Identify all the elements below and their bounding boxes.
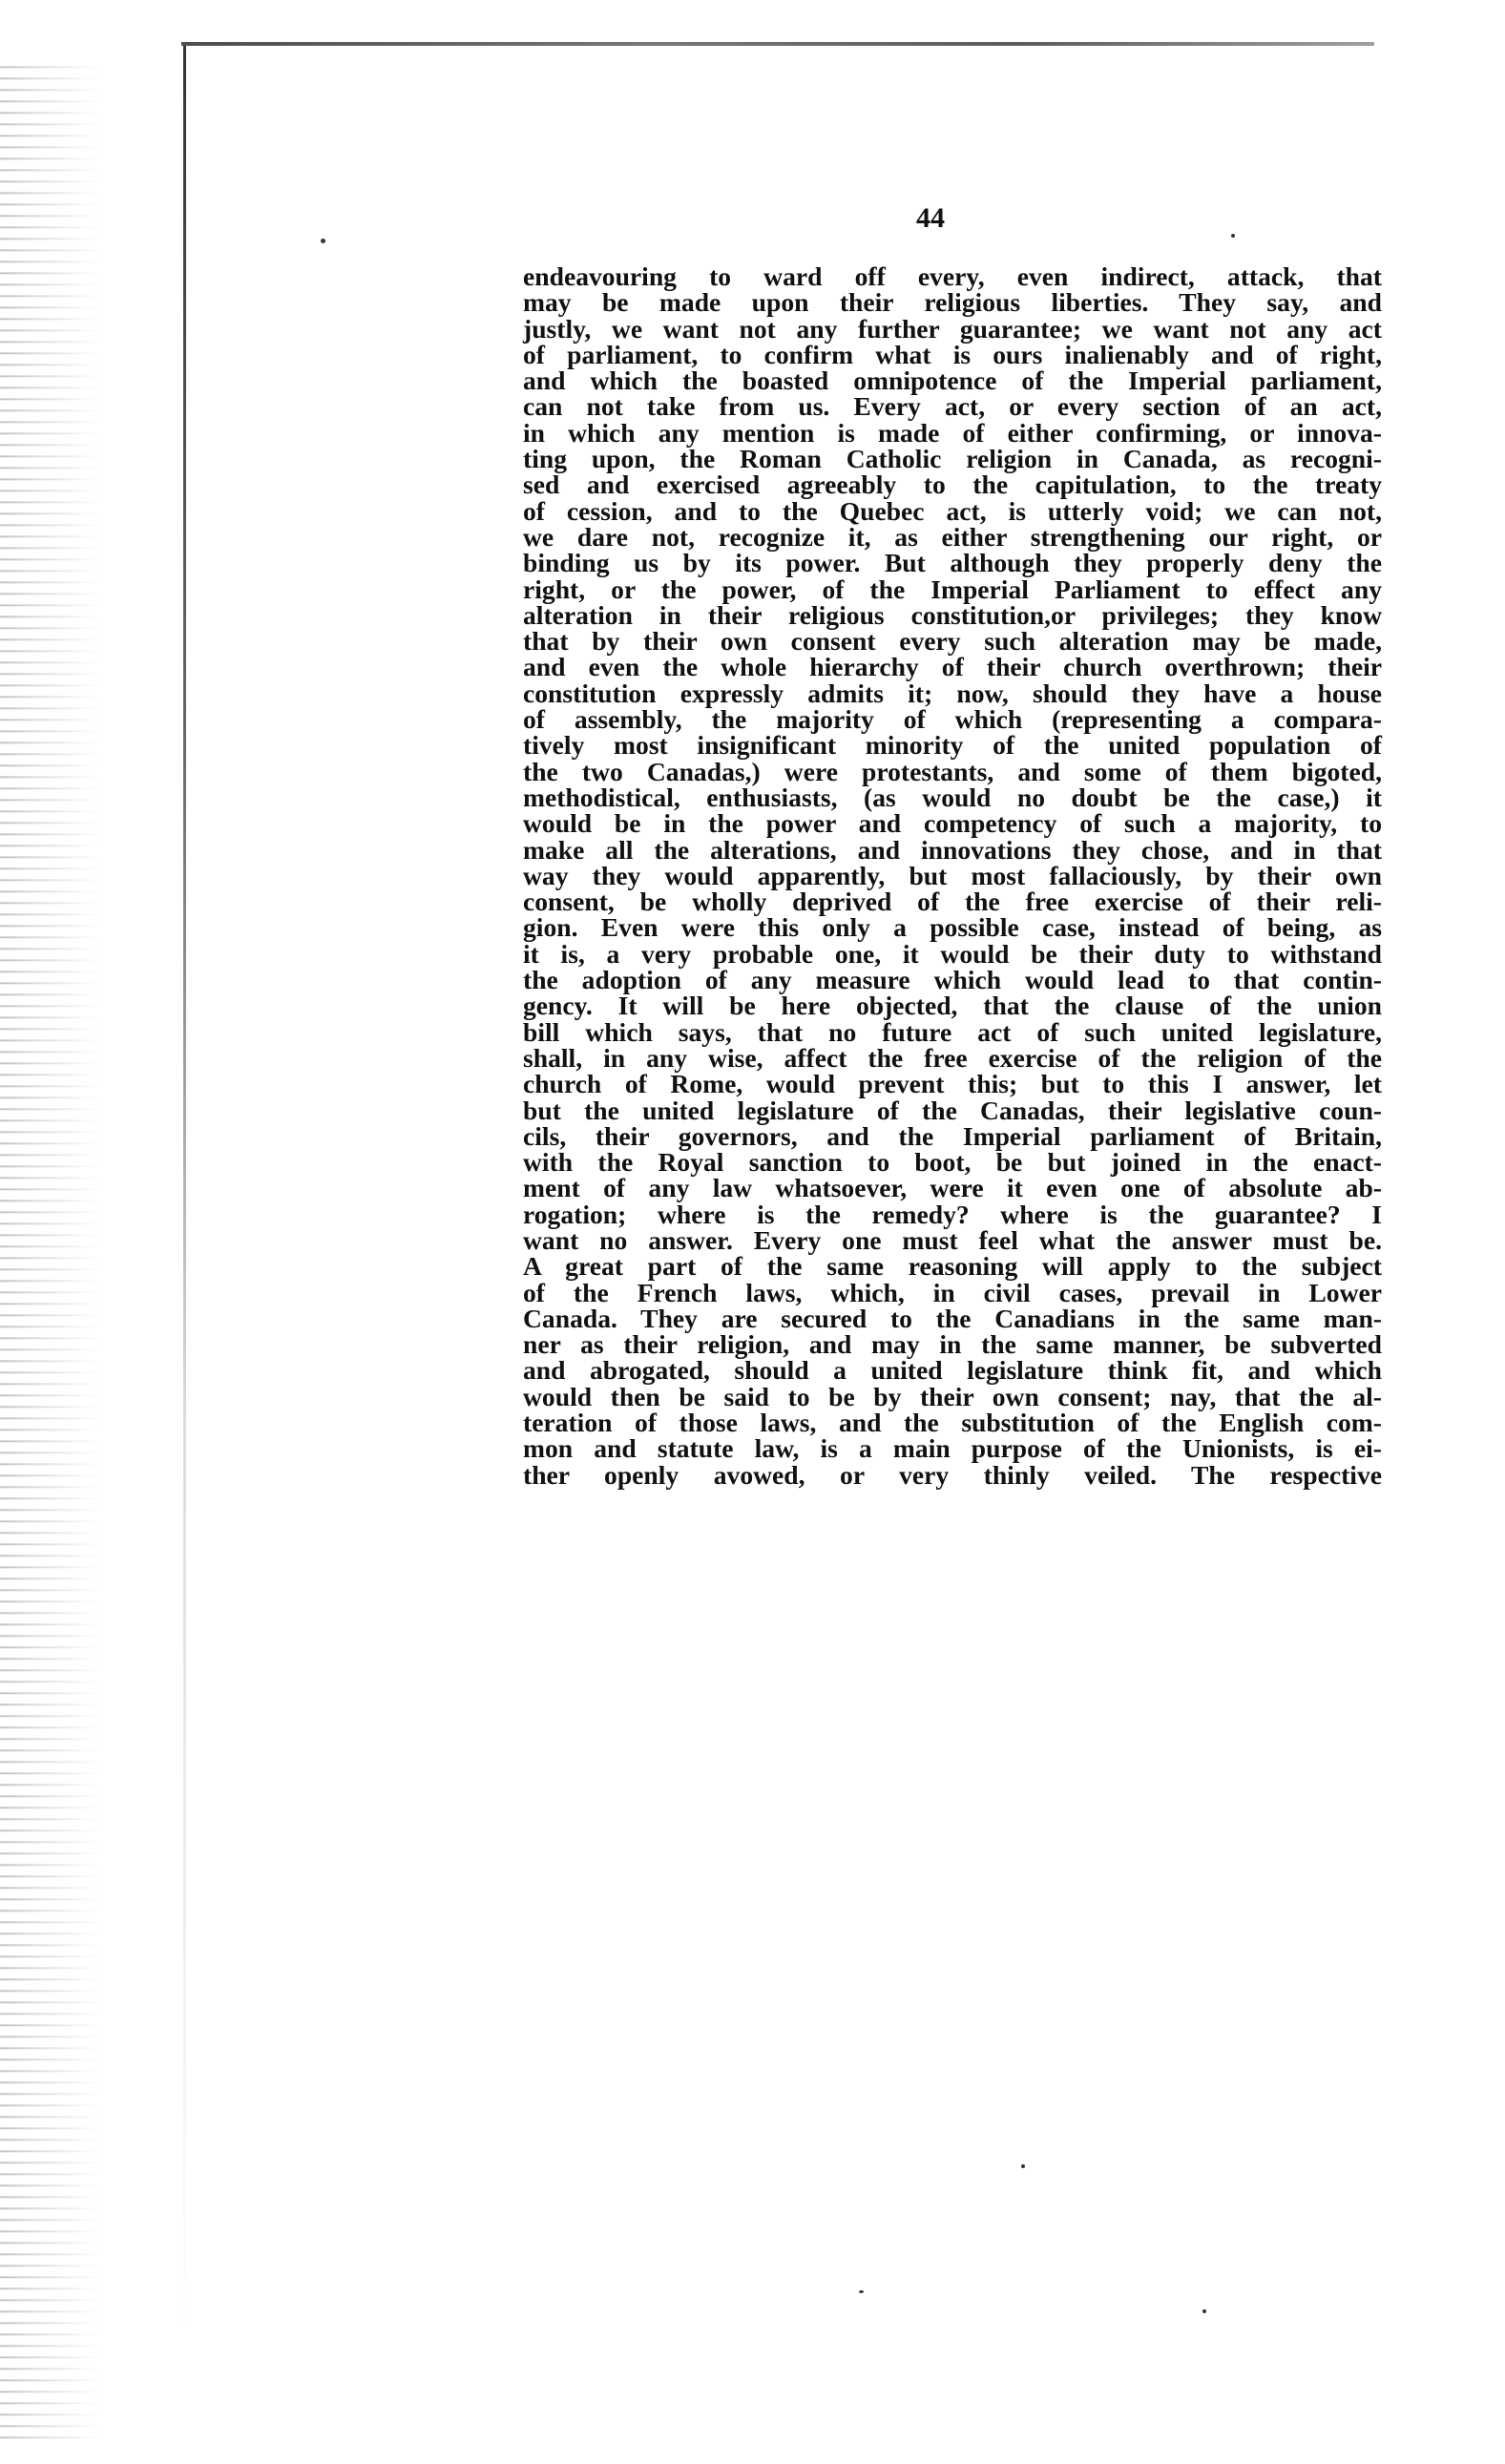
text-line: constitution expressly admits it; now, should they have a house	[523, 678, 1382, 708]
scan-speck	[321, 239, 325, 243]
scan-speck	[1202, 2309, 1206, 2313]
text-line: and even the whole hierarchy of their church overthrown; their	[523, 652, 1382, 682]
text-line: Canada. They are secured to the Canadians in the same man-	[523, 1303, 1382, 1333]
text-line: the two Canadas,) were protestants, and some of them bigoted,	[523, 756, 1382, 786]
scan-speck	[859, 2290, 864, 2293]
text-line: way they would apparently, but most fallaciously, by their own	[523, 860, 1382, 890]
text-line: that by their own consent every such alteration may be made,	[523, 626, 1382, 657]
text-line: sed and exercised agreeably to the capitulation, to the treaty	[523, 470, 1382, 500]
left-border-artifact	[183, 46, 186, 2336]
text-line: would then be said to be by their own consent; nay, that the al-	[523, 1381, 1382, 1411]
text-line: shall, in any wise, affect the free exercise of the religion of the	[523, 1042, 1382, 1073]
text-line: with the Royal sanction to boot, be but joined in the enact-	[523, 1147, 1382, 1178]
text-line: but the united legislature of the Canadas, their legislative coun-	[523, 1095, 1382, 1125]
text-line: gency. It will be here objected, that the clause of the union	[523, 991, 1382, 1021]
text-line: of cession, and to the Quebec act, is utterly void; we can not,	[523, 495, 1382, 526]
text-line: can not take from us. Every act, or every section of an act,	[523, 391, 1382, 422]
text-line: ting upon, the Roman Catholic religion in Canada, as recogni-	[523, 444, 1382, 474]
text-line: in which any mention is made of either confirming, or innova-	[523, 417, 1382, 448]
text-line: of assembly, the majority of which (representing a compara-	[523, 704, 1382, 735]
text-line: of the French laws, which, in civil cases, prevail in Lower	[523, 1277, 1382, 1307]
text-line: A great part of the same reasoning will apply to the subject	[523, 1251, 1382, 1282]
text-line: mon and statute law, is a main purpose of the Unionists, is ei-	[523, 1433, 1382, 1464]
text-line: of parliament, to confirm what is ours inalienably and of right,	[523, 339, 1382, 369]
text-line: rogation; where is the remedy? where is the guarantee? I	[523, 1199, 1382, 1229]
text-line: would be in the power and competency of such a majority, to	[523, 808, 1382, 839]
body-text	[523, 263, 1382, 1488]
text-line: the adoption of any measure which would lead to that contin-	[523, 965, 1382, 995]
text-line: bill which says, that no future act of such united legislature,	[523, 1016, 1382, 1047]
text-line: want no answer. Every one must feel what the answer must be.	[523, 1224, 1382, 1255]
text-line: we dare not, recognize it, as either strengthening our right, or	[523, 521, 1382, 552]
page-number: 44	[916, 202, 945, 234]
left-edge-artifact	[0, 57, 248, 2443]
text-line: it is, a very probable one, it would be their duty to withstand	[523, 938, 1382, 969]
text-line: and which the boasted omnipotence of the Imperial parliament,	[523, 365, 1382, 396]
text-line: tively most insignificant minority of the united population of	[523, 730, 1382, 761]
text-line: binding us by its power. But although they properly deny the	[523, 548, 1382, 578]
text-line: alteration in their religious constitution,or privileges; they know	[523, 599, 1382, 630]
text-line: ment of any law whatsoever, were it even one of absolute ab-	[523, 1173, 1382, 1203]
text-line: cils, their governors, and the Imperial parliament of Britain,	[523, 1120, 1382, 1151]
text-line: may be made upon their religious liberties. They say, and	[523, 287, 1382, 318]
top-border-artifact	[181, 42, 1374, 46]
text-line: and abrogated, should a united legislature think fit, and which	[523, 1355, 1382, 1386]
text-line: methodistical, enthusiasts, (as would no doubt be the case,) it	[523, 782, 1382, 812]
text-line: right, or the power, of the Imperial Parliament to effect any	[523, 574, 1382, 604]
text-line: make all the alterations, and innovations they chose, and in that	[523, 834, 1382, 865]
scan-speck	[1231, 234, 1235, 238]
text-line: church of Rome, would prevent this; but to this I answer, let	[523, 1069, 1382, 1099]
text-line: endeavouring to ward off every, even indirect, attack, that	[523, 261, 1382, 291]
text-line: ner as their religion, and may in the same manner, be subverted	[523, 1329, 1382, 1360]
text-line: justly, we want not any further guarantee; we want not any act	[523, 313, 1382, 344]
text-line: consent, be wholly deprived of the free exercise of their reli-	[523, 887, 1382, 917]
scan-speck	[1021, 2164, 1025, 2168]
text-line: gion. Even were this only a possible case, instead of being, as	[523, 912, 1382, 943]
text-line: teration of those laws, and the substitution of the English com-	[523, 1408, 1382, 1438]
text-line: ther openly avowed, or very thinly veiled. The respective	[523, 1459, 1382, 1490]
